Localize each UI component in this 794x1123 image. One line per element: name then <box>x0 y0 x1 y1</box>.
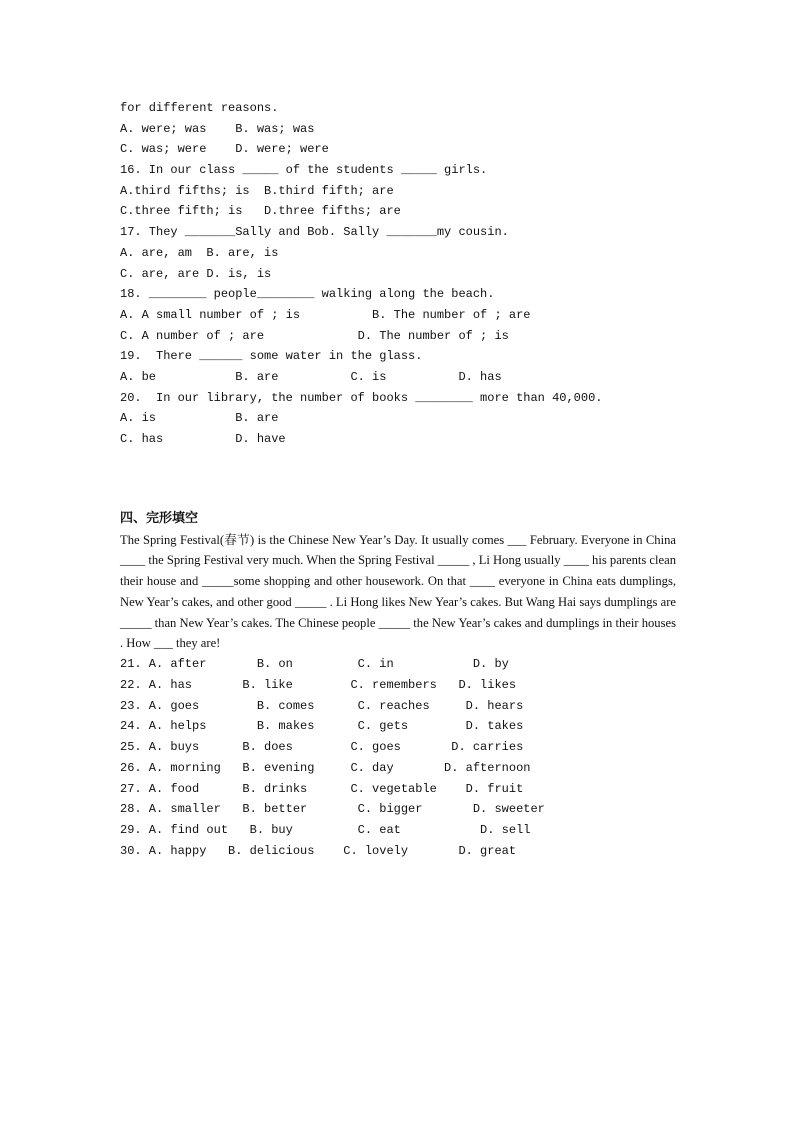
cloze-options <box>120 654 680 862</box>
cloze-option-row: 30. A. happy B. delicious C. lovely D. great <box>120 844 517 859</box>
question-18: 18. ________ people________ walking along the beach. <box>120 287 495 302</box>
answer-options: A. A small number of ; is B. The number of ; are <box>120 307 531 322</box>
cloze-option-row: 21. A. after B. on C. in D. by <box>120 656 509 671</box>
section4-cloze <box>120 508 680 862</box>
cloze-option-row: 24. A. helps B. makes C. gets D. takes <box>120 719 524 734</box>
question-20: 20. In our library, the number of books ________ more than 40,000. <box>120 390 603 405</box>
answer-options: C. are, are D. is, is <box>120 266 272 281</box>
question-line: for different reasons. <box>120 101 279 115</box>
answer-options: A. be B. are C. is D. has <box>120 369 502 384</box>
cloze-option-row: 22. A. has B. like C. remembers D. likes <box>120 677 517 692</box>
answer-options: A.third fifths; is B.third fifth; are <box>120 183 394 198</box>
answer-options: A. were; was B. was; was <box>120 121 315 136</box>
answer-options: A. is B. are <box>120 411 279 426</box>
question-19: 19. There ______ some water in the glass. <box>120 349 423 364</box>
answer-options: C. was; were D. were; were <box>120 142 329 157</box>
cloze-option-row: 27. A. food B. drinks C. vegetable D. fruit <box>120 781 524 796</box>
cloze-option-row: 23. A. goes B. comes C. reaches D. hears <box>120 698 524 713</box>
cloze-passage: The Spring Festival(春节) is the Chinese New Year’s Day. It usually comes ___ February. Everyone in China ____ the Spring Festival very much. When the Spring Festival _____ , Li Hong usually ____ his parents clean their house and _____some shopping and other housework. On that ____ everyone in China eats dumplings, New Year’s cakes, and other good _____ . Li Hong likes New Year’s cakes. But Wang Hai says dumplings are _____ than New Year’s cakes. The Chinese people _____ the New Year’s cakes and dumplings in their houses . How ___ they are! <box>120 532 676 651</box>
worksheet-page <box>120 98 680 862</box>
answer-options: C. has D. have <box>120 432 286 446</box>
cloze-option-row: 29. A. find out B. buy C. eat D. sell <box>120 823 531 838</box>
cloze-option-row: 28. A. smaller B. better C. bigger D. sweeter <box>120 802 545 817</box>
section-heading: 四、完形填空 <box>120 510 199 526</box>
answer-options: C. A number of ; are D. The number of ; is <box>120 328 509 343</box>
answer-options: C.three fifth; is D.three fifths; are <box>120 204 401 219</box>
section3-questions <box>120 98 680 450</box>
section-spacer <box>120 450 680 508</box>
question-17: 17. They _______Sally and Bob. Sally _______my cousin. <box>120 225 509 240</box>
cloze-option-row: 25. A. buys B. does C. goes D. carries <box>120 740 524 755</box>
cloze-option-row: 26. A. morning B. evening C. day D. afternoon <box>120 760 531 775</box>
question-16: 16. In our class _____ of the students _____ girls. <box>120 163 488 178</box>
answer-options: A. are, am B. are, is <box>120 245 279 260</box>
